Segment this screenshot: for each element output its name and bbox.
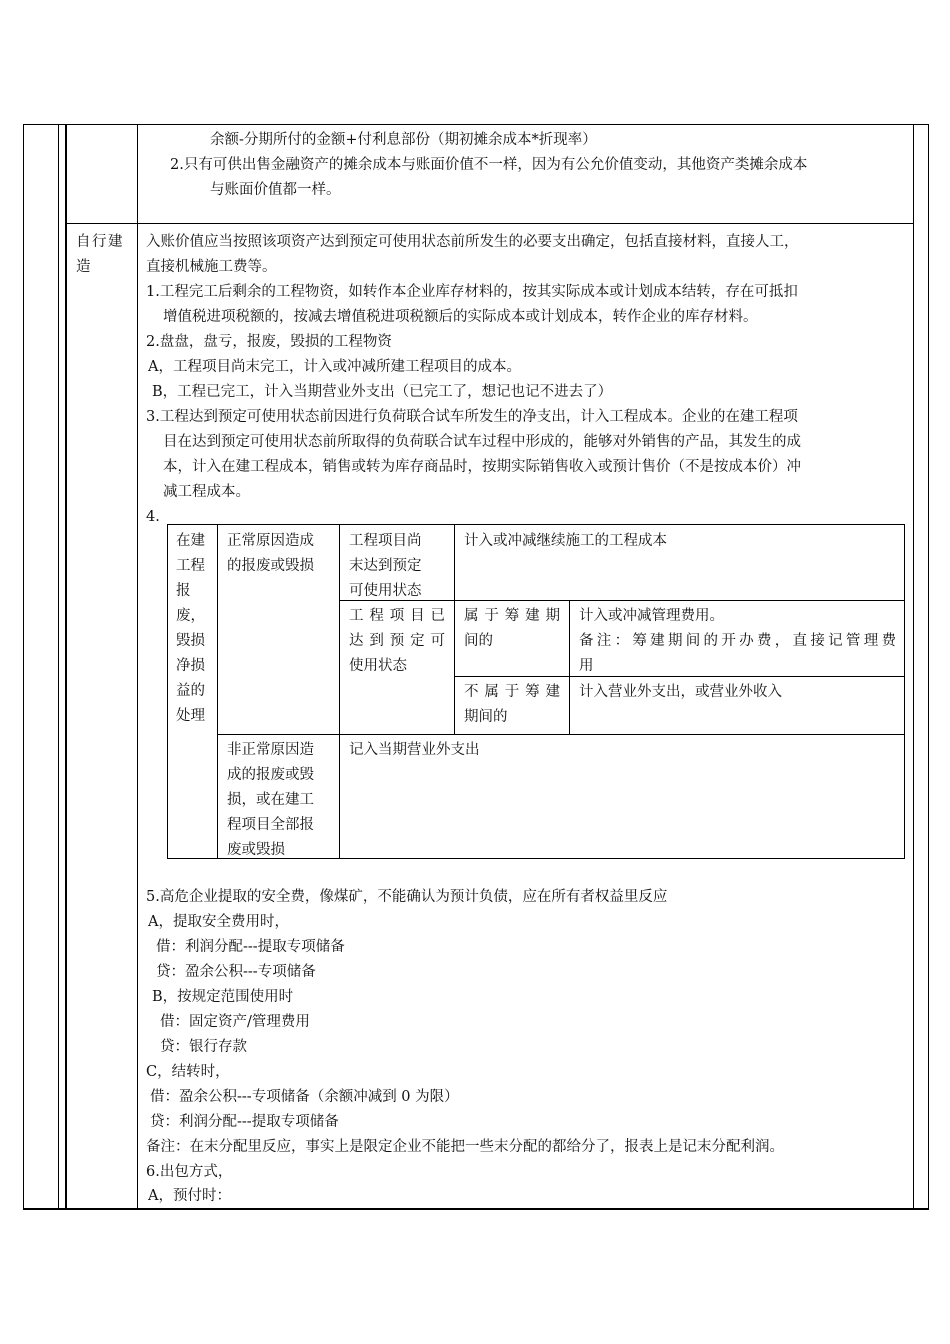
normal-cause-line-1: 正常原因造成 <box>227 533 314 549</box>
item-2-b: B，工程已完工，计入当期营业外支出（已完工了，想记也记不进去了） <box>152 384 613 400</box>
item-5-b-credit: 贷：银行存款 <box>160 1039 247 1055</box>
item-5-b-debit: 借：固定资产/管理费用 <box>160 1014 310 1030</box>
abnormal-line-3: 损，或在建工 <box>227 792 314 808</box>
inner-head-line-6: 净损 <box>176 658 205 674</box>
abnormal-result: 记入当期营业外支出 <box>349 742 480 758</box>
in-prep-line-2: 间的 <box>464 633 493 649</box>
inner-head-line-1: 在建 <box>176 533 205 549</box>
outer-left-border <box>23 124 24 1210</box>
unfinished-line-1: 工程项目尚 <box>349 533 422 549</box>
item-3-line-4: 减工程成本。 <box>163 484 250 500</box>
item-4: 4. <box>146 509 160 525</box>
item-5-note: 备注：在末分配里反应，事实上是限定企业不能把一些末分配的都给分了，报表上是记末分配利润。 <box>146 1139 784 1155</box>
in-prep-result-line-2: 备注：筹建期间的开办费，直接记管理费 <box>579 633 896 649</box>
col-divider-2 <box>65 124 67 1210</box>
in-prep-line-1: 属于筹建期 <box>464 608 560 624</box>
inner-head-line-5: 毁损 <box>176 633 205 649</box>
inner-row-3 <box>217 734 905 735</box>
inner-col-4 <box>569 600 570 734</box>
item-5-c: C，结转时， <box>146 1064 230 1080</box>
section-label-line-1: 自行建 <box>76 234 124 250</box>
inner-head-line-4: 废， <box>176 608 205 624</box>
item-5-b: B，按规定范围使用时 <box>152 989 294 1005</box>
item-1-line-2: 增值税进项税额的，按减去增值税进项税额后的实际成本或计划成本，转作企业的库存材料。 <box>163 309 758 325</box>
item-5-a-debit: 借：利润分配---提取专项储备 <box>156 939 345 955</box>
finished-line-2: 达到预定可 <box>349 633 445 649</box>
item-3-line-2: 目在达到预定可使用状态前所取得的负荷联合试车过程中形成的，能够对外销售的产品，其发生的成 <box>163 434 801 450</box>
inner-head-line-2: 工程 <box>176 558 205 574</box>
in-prep-result-line-1: 计入或冲减管理费用。 <box>579 608 724 624</box>
abnormal-line-4: 程项目全部报 <box>227 817 314 833</box>
not-prep-result: 计入营业外支出，或营业外收入 <box>579 684 782 700</box>
inner-top-border <box>167 524 905 525</box>
outer-top-border <box>23 124 929 125</box>
normal-cause-line-2: 的报废或毁损 <box>227 558 314 574</box>
item-5: 5.高危企业提取的安全费，像煤矿，不能确认为预计负债，应在所有者权益里反应 <box>146 889 668 905</box>
intro-line-2: 直接机械施工费等。 <box>146 259 277 275</box>
finished-line-1: 工程项目已 <box>349 608 445 624</box>
inner-head-line-8: 处理 <box>176 708 205 724</box>
inner-right-border <box>904 524 905 859</box>
item-5-a: A，提取安全费用时， <box>148 914 289 930</box>
section-label-line-2: 造 <box>76 259 91 275</box>
unfinished-line-2: 末达到预定 <box>349 558 422 574</box>
inner-head-line-3: 报 <box>176 583 191 599</box>
inner-row-1 <box>339 600 905 601</box>
col-divider-1 <box>58 124 59 1210</box>
col-divider-3 <box>137 124 138 1210</box>
abnormal-line-1: 非正常原因造 <box>227 742 314 758</box>
abnormal-line-5: 废或毁损 <box>227 842 285 858</box>
inner-head-line-7: 益的 <box>176 683 205 699</box>
inner-col-3 <box>454 524 455 734</box>
item-5-c-credit: 贷：利润分配---提取专项储备 <box>150 1114 339 1130</box>
item-1-line-1: 1.工程完工后剩余的工程物资，如转作本企业库存材料的，按其实际成本或计划成本结转，存在可抵扣 <box>146 284 798 300</box>
inner-col-2 <box>339 524 340 859</box>
item-6: 6.出包方式， <box>146 1164 233 1180</box>
inner-col-1 <box>217 524 218 859</box>
item-5-c-debit: 借：盈余公积---专项储备（余额冲减到 0 为限） <box>150 1089 459 1105</box>
not-prep-line-1: 不属于筹建 <box>464 684 560 700</box>
row-divider <box>67 223 913 224</box>
finished-line-3: 使用状态 <box>349 658 407 674</box>
unfinished-line-3: 可使用状态 <box>349 583 422 599</box>
item-5-a-credit: 贷：盈余公积---专项储备 <box>156 964 316 980</box>
col-divider-4 <box>913 124 914 1210</box>
top-line-3: 与账面价值都一样。 <box>210 182 341 198</box>
not-prep-line-2: 期间的 <box>464 709 508 725</box>
top-line-1: 余额-分期所付的金额+付利息部份（期初摊余成本*折现率） <box>210 132 597 148</box>
item-2: 2.盘盘，盘亏，报废，毁损的工程物资 <box>146 334 392 350</box>
item-2-a: A，工程项目尚末完工，计入或冲减所建工程项目的成本。 <box>148 359 521 375</box>
top-line-2: 2.只有可供出售金融资产的摊余成本与账面价值不一样，因为有公允价值变动，其他资产类摊余成本 <box>170 157 808 173</box>
item-3-line-1: 3.工程达到预定可使用状态前因进行负荷联合试车所发生的净支出，计入工程成本。企业的在建工程项 <box>146 409 798 425</box>
inner-row-2 <box>454 676 905 677</box>
item-3-line-3: 本，计入在建工程成本，销售或转为库存商品时，按期实际销售收入或预计售价（不是按成本价）冲 <box>163 459 801 475</box>
intro-line-1: 入账价值应当按照该项资产达到预定可使用状态前所发生的必要支出确定，包括直接材料，直接人工， <box>146 234 799 250</box>
unfinished-result: 计入或冲减继续施工的工程成本 <box>464 533 667 549</box>
outer-right-border <box>928 124 929 1210</box>
in-prep-result-line-3: 用 <box>579 658 594 674</box>
item-6-a: A，预付时： <box>148 1188 231 1204</box>
abnormal-line-2: 成的报废或毁 <box>227 767 314 783</box>
inner-left-border <box>167 524 168 859</box>
